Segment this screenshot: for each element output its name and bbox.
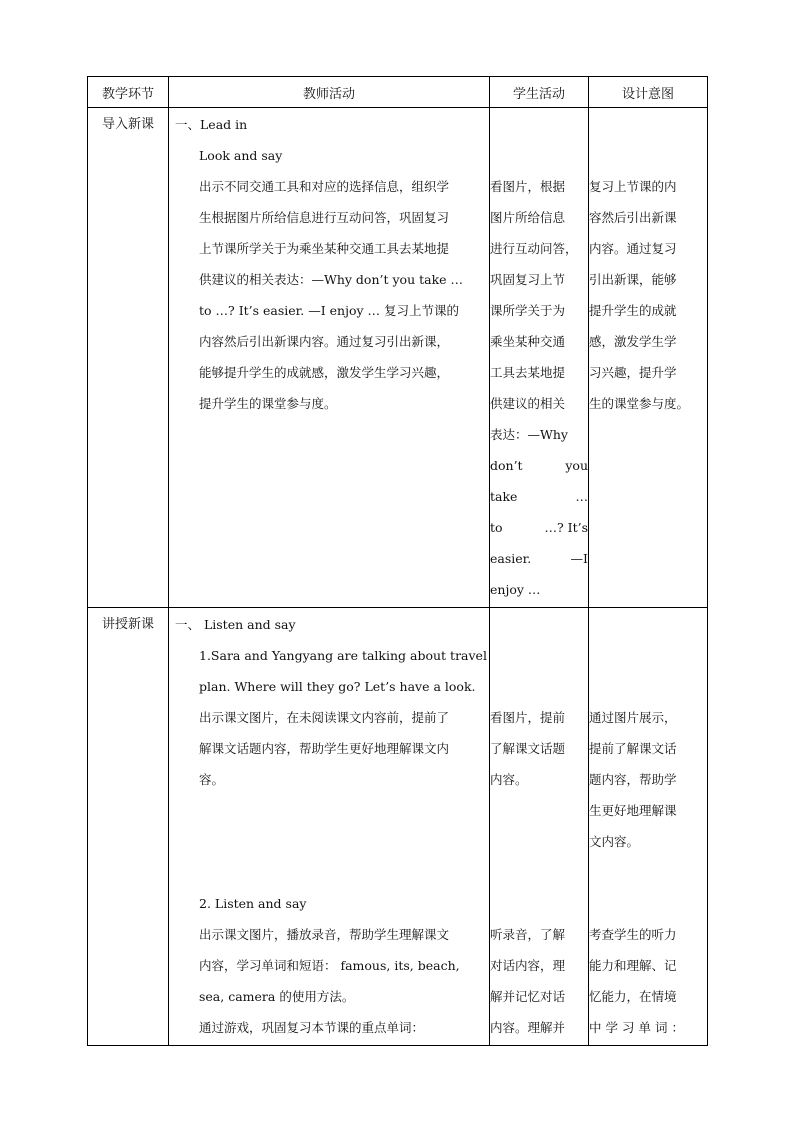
design-line: 生的课堂参与度。 bbox=[589, 396, 690, 411]
design-intent-cell bbox=[589, 108, 708, 608]
design-line: 忆能力，在情境 bbox=[589, 989, 677, 1004]
student-line bbox=[490, 512, 588, 543]
design-line: 引出新课，能够 bbox=[589, 272, 677, 287]
teacher-line: sea, camera 的使用方法。 bbox=[199, 989, 355, 1004]
teacher-line: 出示课文图片，在未阅读课文内容前，提前了 bbox=[199, 710, 450, 725]
student-line: 看图片，提前 bbox=[490, 710, 566, 725]
teacher-line: 内容然后引出新课内容。通过复习引出新课， bbox=[199, 334, 450, 349]
student-line: 内容。理解并 bbox=[490, 1020, 566, 1035]
design-line: 提前了解课文话 bbox=[589, 741, 677, 756]
word: you bbox=[565, 458, 588, 473]
teacher-line: 上节课所学关于为乘坐某种交通工具去某地提 bbox=[199, 241, 450, 256]
teacher-line: 内容，学习单词和短语： famous, its, beach, bbox=[199, 958, 460, 973]
student-line: 工具去某地提 bbox=[490, 365, 566, 380]
student-line bbox=[490, 481, 588, 512]
word: … bbox=[575, 489, 588, 504]
header-design-intent: 设计意图 bbox=[589, 77, 708, 108]
teacher-line: 1.Sara and Yangyang are talking about travel bbox=[199, 648, 487, 663]
spacer bbox=[490, 795, 588, 919]
table-row bbox=[88, 108, 708, 608]
word: —I bbox=[570, 551, 588, 566]
teacher-activity-cell bbox=[169, 108, 490, 608]
student-line: 表达：—Why bbox=[490, 427, 568, 442]
teacher-line: 一、Lead in bbox=[175, 117, 248, 132]
teacher-line: 出示不同交通工具和对应的选择信息，组织学 bbox=[199, 179, 450, 194]
student-activity-cell bbox=[490, 108, 589, 608]
teacher-line: 容。 bbox=[199, 772, 225, 787]
student-line: 了解课文话题 bbox=[490, 741, 566, 756]
student-line: enjoy … bbox=[490, 582, 541, 597]
word: don’t bbox=[490, 458, 523, 473]
design-line: 容然后引出新课 bbox=[589, 210, 677, 225]
design-line: 中学习单词： bbox=[589, 1020, 689, 1035]
student-line: 图片所给信息 bbox=[490, 210, 566, 225]
student-line: 课所学关于为 bbox=[490, 303, 566, 318]
word: easier. bbox=[490, 551, 532, 566]
design-line: 内容。通过复习 bbox=[589, 241, 677, 256]
design-line: 题内容，帮助学 bbox=[589, 772, 677, 787]
teacher-activity-cell bbox=[169, 608, 490, 1046]
student-line: 看图片，根据 bbox=[490, 179, 566, 194]
student-line: 对话内容，理 bbox=[490, 958, 566, 973]
teacher-line: 2. Listen and say bbox=[199, 896, 307, 911]
stage-cell: 导入新课 bbox=[88, 108, 169, 608]
student-line: 解并记忆对话 bbox=[490, 989, 566, 1004]
design-line: 能力和理解、记 bbox=[589, 958, 677, 973]
design-line: 习兴趣，提升学 bbox=[589, 365, 677, 380]
header-stage: 教学环节 bbox=[88, 77, 169, 108]
header-teacher-activity: 教师活动 bbox=[169, 77, 490, 108]
design-line: 考查学生的听力 bbox=[589, 927, 677, 942]
teacher-line: 出示课文图片，播放录音，帮助学生理解课文 bbox=[199, 927, 450, 942]
design-line: 生更好地理解课 bbox=[589, 803, 677, 818]
teacher-line: 供建议的相关表达：—Why don’t you take … bbox=[199, 272, 464, 287]
student-line: 乘坐某种交通 bbox=[490, 334, 566, 349]
design-line: 提升学生的成就 bbox=[589, 303, 677, 318]
teacher-line: plan. Where will they go? Let’s have a look. bbox=[199, 679, 476, 694]
student-line bbox=[490, 450, 588, 481]
word: to bbox=[490, 520, 503, 535]
student-line: 听录音，了解 bbox=[490, 927, 566, 942]
word: …? It’s bbox=[544, 520, 588, 535]
teacher-line: 能够提升学生的成就感，激发学生学习兴趣， bbox=[199, 365, 450, 380]
design-line: 复习上节课的内 bbox=[589, 179, 677, 194]
table-header-row bbox=[88, 77, 708, 108]
student-line: 进行互动问答， bbox=[490, 241, 578, 256]
design-intent-cell bbox=[589, 608, 708, 1046]
student-line: 内容。 bbox=[490, 772, 528, 787]
teacher-line: 通过游戏，巩固复习本节课的重点单词： bbox=[199, 1020, 425, 1035]
student-line bbox=[490, 543, 588, 574]
student-activity-cell bbox=[490, 608, 589, 1046]
spacer bbox=[589, 857, 707, 919]
table-row bbox=[88, 608, 708, 1046]
teacher-line: 解课文话题内容，帮助学生更好地理解课文内 bbox=[199, 741, 450, 756]
student-line: 巩固复习上节 bbox=[490, 272, 566, 287]
teacher-line: 提升学生的课堂参与度。 bbox=[199, 396, 337, 411]
lesson-plan-table bbox=[87, 76, 708, 1046]
design-line: 感，激发学生学 bbox=[589, 334, 677, 349]
word: take bbox=[490, 489, 518, 504]
spacer bbox=[169, 795, 489, 888]
teacher-line: to …? It’s easier. —I enjoy … 复习上节课的 bbox=[199, 303, 459, 318]
teacher-line: Look and say bbox=[199, 148, 283, 163]
design-line: 通过图片展示， bbox=[589, 710, 677, 725]
student-line: 供建议的相关 bbox=[490, 396, 566, 411]
design-line: 文内容。 bbox=[589, 834, 640, 849]
teacher-line: 生根据图片所给信息进行互动问答，巩固复习 bbox=[199, 210, 450, 225]
stage-cell: 讲授新课 bbox=[88, 608, 169, 1046]
teacher-line: 一、 Listen and say bbox=[175, 617, 296, 632]
header-student-activity: 学生活动 bbox=[490, 77, 589, 108]
